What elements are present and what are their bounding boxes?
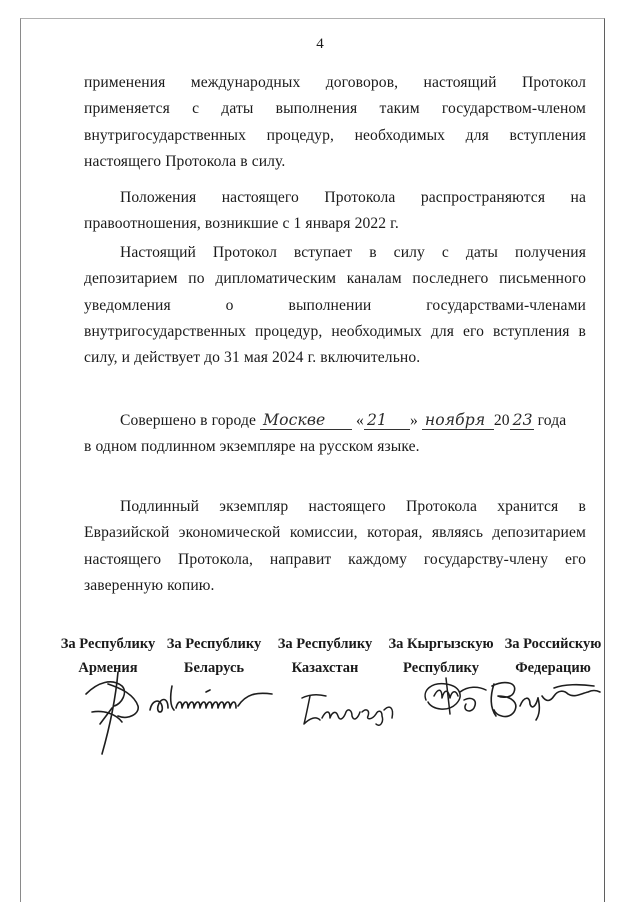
signatory-label-line1: За Республику <box>166 636 262 652</box>
done-at-second-line: в одном подлинном экземпляре на русском языке. <box>84 438 420 456</box>
signatory-label-line1: За Кыргызскую <box>388 636 494 652</box>
paragraph-entry-into-force-text: Настоящий Протокол вступает в силу с даты получения депозитарием по дипломатическим каналам последнего письменного уведомления о выполнении государствами-членами внутригосударственных процедур, необходимых для его вступления в силу, и действует до 31 мая 2024 г. включительно. <box>84 244 586 367</box>
signature-belarus <box>146 680 281 720</box>
signature-russia <box>484 676 604 722</box>
paragraph-custody <box>84 494 586 599</box>
quote-close: » <box>409 412 418 429</box>
signature-kyrgyzstan <box>416 674 490 720</box>
signatory-label-line2: Армения <box>78 660 138 676</box>
signatory-label-line1: За Республику <box>277 636 373 652</box>
paragraph-custody-text: Подлинный экземпляр настоящего Протокола хранится в Евразийской экономической комиссии, которая, являясь депозитарием настоящего Протокола, направит каждому государству-члену его заверенную копию. <box>84 498 586 594</box>
paragraph-done-at <box>84 408 586 461</box>
handwritten-city: Москве <box>260 411 352 430</box>
signatory-label-line2: Республику <box>403 660 479 676</box>
done-at-suffix: года <box>537 412 567 429</box>
quote-open: « <box>356 412 364 429</box>
signatory-label-line1: За Российскую <box>504 636 602 652</box>
signature-armenia <box>78 664 148 759</box>
page-number: 4 <box>316 36 324 52</box>
paragraph-provisions <box>84 185 586 238</box>
year-prefix: 20 <box>493 412 510 429</box>
handwritten-day: 21 <box>364 411 410 430</box>
signatory-label-line2: Федерацию <box>515 660 591 676</box>
signatory-label-line2: Казахстан <box>291 660 359 676</box>
signatory-label-line1: За Республику <box>60 636 156 652</box>
handwritten-year-suffix: 23 <box>510 411 534 430</box>
paragraph-provisions-text: Положения настоящего Протокола распространяются на правоотношения, возникшие с 1 января 2022 г. <box>84 189 586 233</box>
handwritten-month: ноября <box>422 411 494 430</box>
paragraph-entry-into-force <box>84 240 586 371</box>
done-at-prefix: Совершено в городе <box>120 412 257 429</box>
signatory-label-line2: Беларусь <box>183 660 245 676</box>
paragraph-application: применения международных договоров, настоящий Протокол применяется с даты выполнения таким государством-членом внутригосударственных процедур, необходимых для вступления настоящего Протокола в силу. <box>84 74 586 170</box>
signatures-row <box>60 660 620 770</box>
signature-kazakhstan <box>296 688 406 730</box>
